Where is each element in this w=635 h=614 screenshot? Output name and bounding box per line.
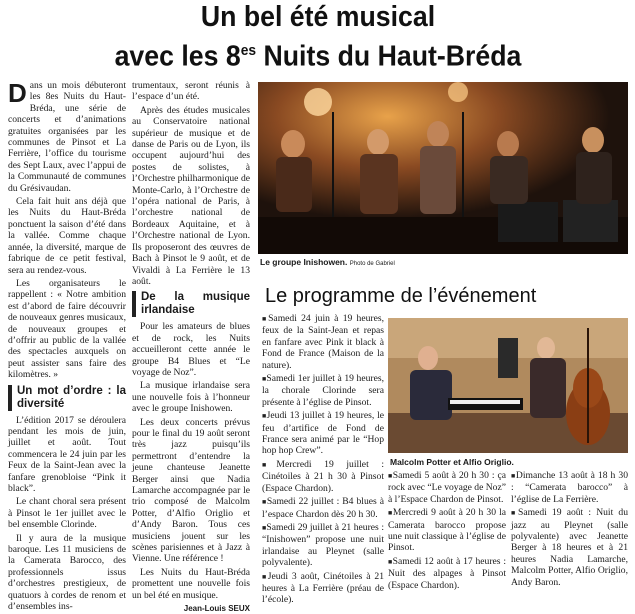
photo-inishowen-concert: [258, 82, 628, 254]
article-column-2: [132, 80, 250, 614]
jazz-photo-illustration: [388, 318, 628, 453]
program-item: ■ Jeudi 3 août, Cinétoiles à 21 heures à La Ferrière (préau de l’école).: [262, 571, 384, 606]
photo-caption-potter-origlio: Malcolm Potter et Alfio Origlio.: [390, 457, 514, 467]
program-item: ■ Samedi 29 juillet à 21 heures : “Inishowen” propose une nuit irlandaise au Pleynet (salle polyvalente).: [262, 522, 384, 569]
article-headline: [33, 0, 603, 74]
drop-cap: D: [8, 78, 27, 108]
paragraph: Le chant choral sera présent à Pinsot le 1er juillet avec le bel ensemble Clorinde.: [8, 496, 126, 531]
paragraph: L’édition 2017 se déroulera pendant les mois de juin, juillet et août. Tout commencera le 24 juin par les Feux de la Saint-Jean avec la fanfare grenobloise “Pink it black”.: [8, 414, 126, 494]
program-item: ■ Samedi 22 juillet : B4 blues à l’espace Chardon dès 20 h 30.: [262, 496, 384, 520]
headline-line-2: avec les $8^{es}$ Nuits du Haut-Bréda: [114, 40, 522, 73]
paragraph: La musique irlandaise sera une nouvelle fois à l’honneur avec le groupe Inishowen.: [132, 380, 250, 415]
author-byline: Jean-Louis SEUX: [183, 604, 250, 614]
photo-caption-inishowen: Le groupe Inishowen. Photo de Gabriel: [260, 257, 395, 267]
program-item: ■ Jeudi 13 juillet à 19 heures, le feu d’artifice de Fond de France sera animé par le “Hop hop hop Crew”.: [262, 410, 384, 457]
subheading-diversite: Un mot d’ordre : la diversité: [8, 385, 126, 411]
paragraph: Les deux concerts prévus pour le final du 19 août seront très jazz puisqu’ils permettront d’entendre la jeune chanteuse Jeanette Berger ainsi que Nadia Lamarche accompagnée par le trio composé de Malcolm Potter, d’Alfio Origlio et d’Andy Baron. Tous ces musiciens jouent sur les scènes parisiennes et à Jazz à Vienne. Une référence !: [132, 416, 250, 565]
program-item: ■ Samedi 1er juillet à 19 heures, la chorale Clorinde sera présente à l’église de Pinsot.: [262, 373, 384, 408]
headline-line-1: Un bel été musical: [200, 1, 436, 33]
program-column-c: [511, 470, 628, 590]
program-column-a: [262, 313, 384, 608]
paragraph: Il y aura de la musique baroque. Les 11 musiciens de la Camerata Barocco, des professionnels issus d’orchestres prestigieux, de quatuors à cordes de renom et d’ensembles ins-: [8, 532, 126, 613]
paragraph: Après des études musicales au Conservatoire national supérieur de musique et de danse de Paris ou de Lyon, ils occupent aujourd’hui des postes de solistes, à l’Orchestre philharmonique de Monte-Carlo, à l’Orchestre de l’opéra national de Paris, à l’orchestre national de Bordeaux Aquitaine, et à l’Orchestre national de Lyon. Ils proposeront des œuvres de Bach à Pinsot le 9 août, et de Vivaldi à La Ferrière le 13 août.: [132, 104, 250, 287]
program-item: ■ Samedi 5 août à 20 h 30 : ça rock avec “Le voyage de Noz” à l’Espace Chardon de Pinsot.: [388, 470, 506, 505]
program-item: ■ Dimanche 13 août à 18 h 30 : “Camerata barocco” à l’église de La Ferrière.: [511, 470, 628, 505]
program-column-b: [388, 470, 506, 593]
paragraph: Les organisateurs le rappellent : « Notre ambition est d’abord de faire découvrir de nouveaux genres musicaux, de nouveaux groupes et d’offrir au public de la vallée des spectacles auxquels on peut assister sans faire des kilomètres. »: [8, 277, 126, 381]
photo-credit: Photo de Gabriel: [349, 261, 395, 267]
program-item: ■ Mercredi 19 juillet : Cinétoiles à 21 h 30 à Pinsot (Espace Chardon).: [262, 459, 384, 494]
paragraph: Cela fait huit ans déjà que les Nuits du Haut-Bréda ponctuent la saison d’été dans la vallée. Comme chaque année, la diversité, marque de fabrique de ce petit festival, sera au rendez-vous.: [8, 196, 126, 276]
photo-potter-origlio: [388, 318, 628, 453]
program-item: ■ Samedi 19 août : Nuit du jazz au Pleynet (salle polyvalente) avec Jeanette Berger à 18 heures et à 21 heures Nadia Lamarche, Malcolm Potter, Alfio Origlio, Andy Baron.: [511, 507, 628, 588]
paragraph: trumentaux, seront réunis à l’espace d’un été.: [132, 80, 250, 103]
paragraph: ans un mois débuteront les 8es Nuits du Haut-Bréda, une série de concerts et d’animations gratuites organisées par les communes de Pinsot et La Ferrière, l’office du tourisme des Sept Laux, avec l’appui de la Communauté de communes du Grésivaudan.: [8, 80, 126, 194]
stage-photo-illustration: [258, 82, 628, 254]
paragraph: Les Nuits du Haut-Bréda promettent une nouvelle fois un bel été en musique.: [132, 566, 250, 601]
paragraph: Pour les amateurs de blues et de rock, les Nuits accueilleront cette année le groupe B4 Blues et “Le voyage de Noz”.: [132, 321, 250, 378]
article-column-1: [8, 80, 126, 614]
subheading-musique-irlandaise: De la musique irlandaise: [132, 291, 250, 317]
program-item: ■ Samedi 24 juin à 19 heures, feux de la Saint-Jean et repas en fanfare avec Pink it black à Fond de France (Maison de la nature).: [262, 313, 384, 371]
program-title: Le programme de l’événement: [265, 285, 537, 307]
program-item: ■ Mercredi 9 août à 20 h 30 la Camerata barocco propose une nuit classique à l’église de Pinsot.: [388, 507, 506, 554]
program-item: ■ Samedi 12 août à 17 heures : Nuit des alpages à Pinsot (Espace Chardon).: [388, 556, 506, 591]
